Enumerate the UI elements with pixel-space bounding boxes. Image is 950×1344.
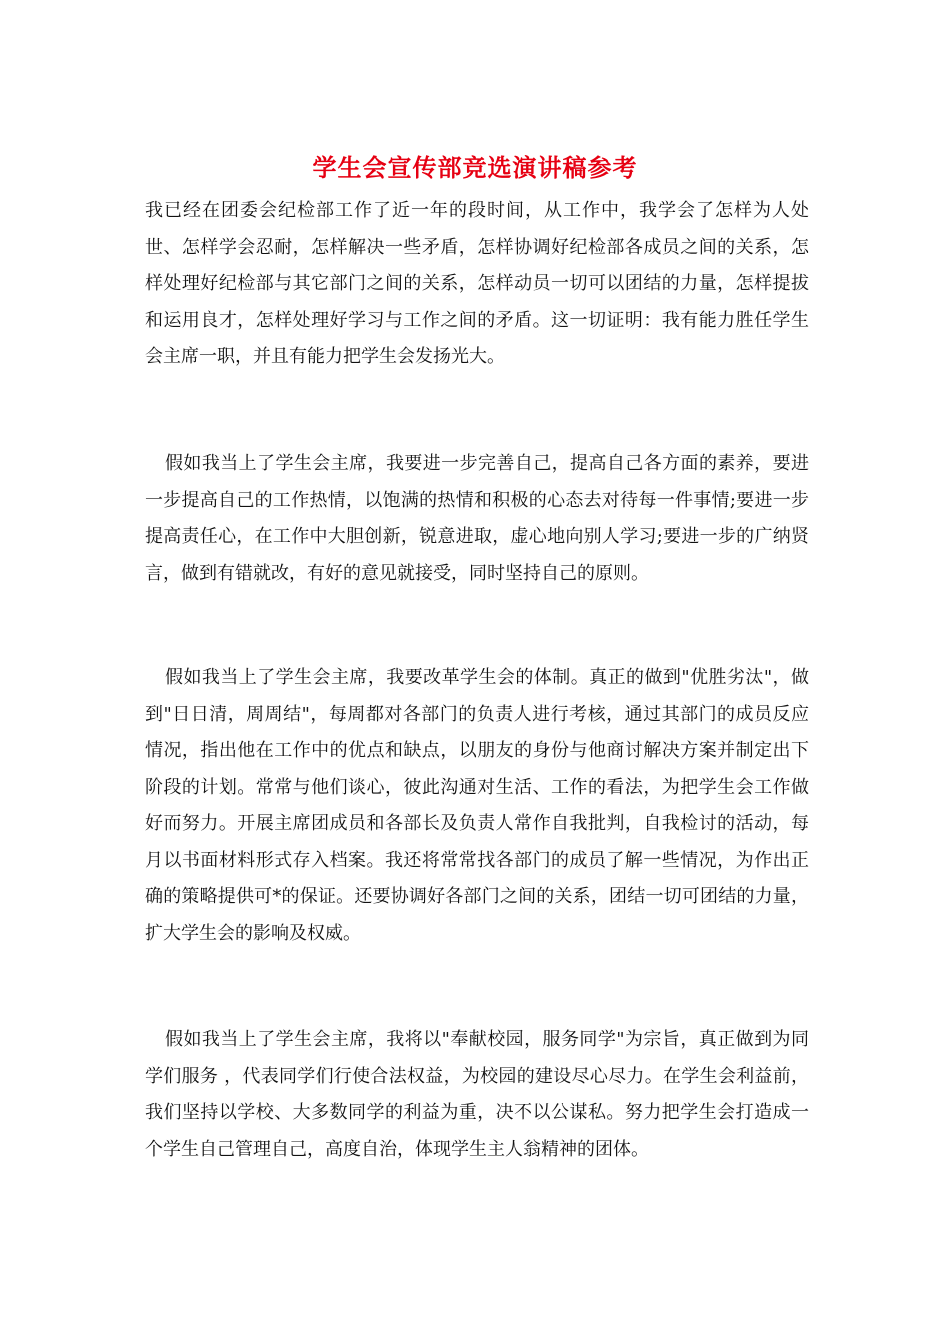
document-title: 学生会宣传部竞选演讲稿参考 [312,153,638,182]
paragraph-1: 我已经在团委会纪检部工作了近一年的段时间，从工作中，我学会了怎样为人处世、怎样学会忍耐，怎样解决一些矛盾，怎样协调好纪检部各成员之间的关系，怎样处理好纪检部与其它部门之间的关系，怎样动员一切可以团结的力量，怎样提拔和运用良才，怎样处理好学习与工作之间的矛盾。这一切证明：我有能力胜任学生会主席一职，并且有能力把学生会发扬光大。 [145,200,809,367]
paragraph-3: 假如我当上了学生会主席，我要改革学生会的体制。真正的做到"优胜劣汰"，做到"日日清，周周结"，每周都对各部门的负责人进行考核，通过其部门的成员反应情况，指出他在工作中的优点和缺点，以朋友的身份与他商讨解决方案并制定出下阶段的计划。常常与他们谈心，彼此沟通对生活、工作的看法，为把学生会工作做好而努力。开展主席团成员和各部长及负责人常作自我批判，自我检讨的活动，每月以书面材料形式存入档案。我还将常常找各部门的成员了解一些情况，为作出正确的策略提供可*的保证。还要协调好各部门之间的关系，团结一切可团结的力量，扩大学生会的影响及权威。 [145,667,809,944]
paragraph-4: 假如我当上了学生会主席，我将以"奉献校园，服务同学"为宗旨，真正做到为同学们服务 ，代表同学们行使合法权益，为校园的建设尽心尽力。在学生会利益前，我们坚持以学校、大多数同学的利益为重，决不以公谋私。努力把学生会打造成一个学生自己管理自己，高度自治，体现学生主人翁精神的团体。 [145,1029,809,1160]
paragraph-2: 假如我当上了学生会主席，我要进一步完善自己，提高自己各方面的素养，要进一步提高自己的工作热情，以饱满的热情和积极的心态去对待每一件事情;要进一步提高责任心，在工作中大胆创新，锐意进取，虚心地向别人学习;要进一步的广纳贤言，做到有错就改，有好的意见就接受，同时坚持自己的原则。 [145,453,809,584]
